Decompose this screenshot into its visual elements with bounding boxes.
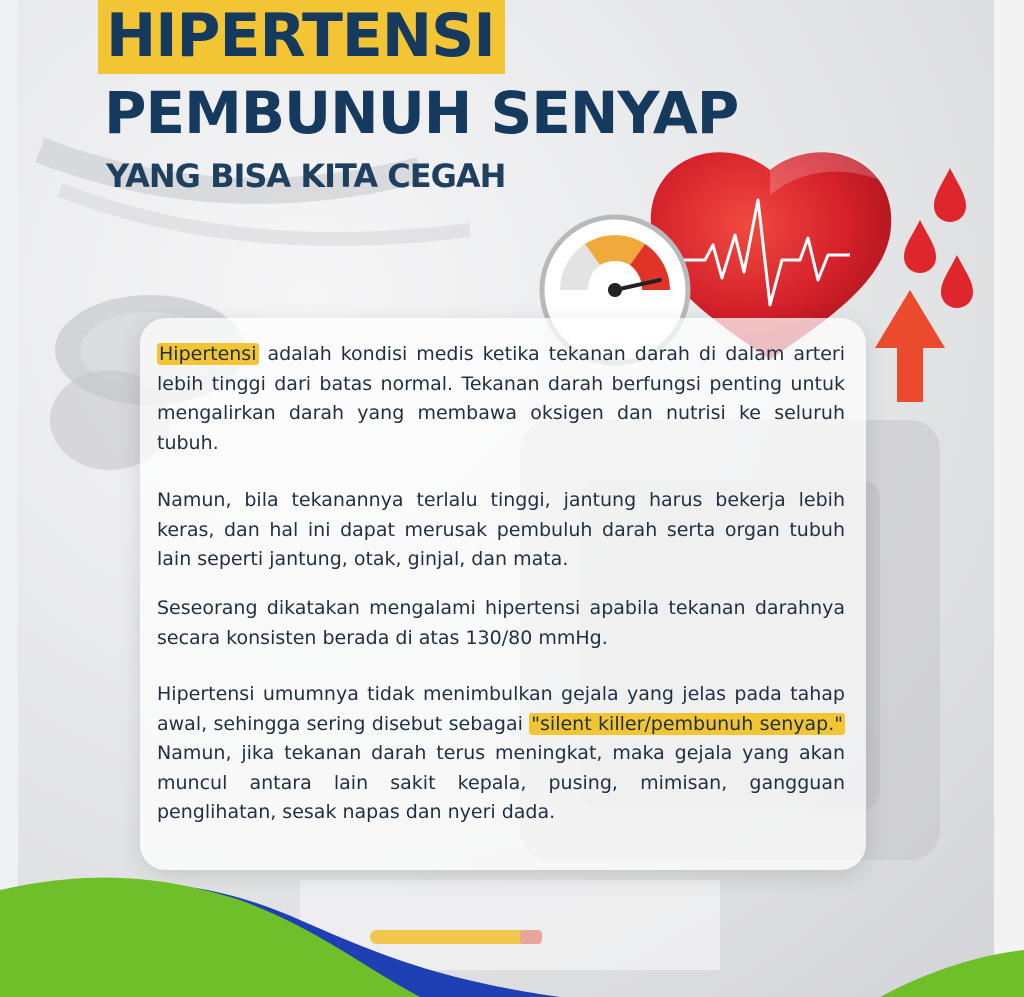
- bottom-wave-decoration: [0, 860, 1024, 997]
- paragraph-definition-text: adalah kondisi medis ketika tekanan darah di dalam arteri lebih tinggi dari batas normal. Tekanan darah berfungsi penting untuk mengalirkan darah yang membawa oksigen dan nutrisi ke seluruh tubuh.: [157, 343, 845, 454]
- title-pembunuh-senyap: PEMBUNUH SENYAP: [104, 79, 739, 147]
- paragraph-symptoms-text: Namun, jika tekanan darah terus meningkat, maka gejala yang akan muncul antara lain sakit kepala, pusing, mimisan, gangguan penglihatan, sesak napas dan nyeri dada.: [157, 742, 845, 823]
- highlight-hipertensi: Hipertensi: [159, 343, 257, 365]
- subtitle-yang-bisa-kita-cegah: YANG BISA KITA CEGAH: [106, 157, 506, 195]
- title-hipertensi: HIPERTENSI: [98, 0, 505, 74]
- arrow-up-icon: [875, 290, 945, 402]
- paragraph-symptoms: [157, 680, 845, 828]
- paragraph-symptoms-intro: Hipertensi umumnya tidak menimbulkan gejala yang jelas pada tahap awal, sehingga sering disebut sebagai: [157, 683, 845, 735]
- paragraph-definition: [157, 340, 845, 458]
- blood-drop-icon: [904, 168, 973, 308]
- title-block: [98, 0, 739, 195]
- paragraph-threshold: Seseorang dikatakan mengalami hipertensi apabila tekanan darahnya secara konsisten berada di atas 130/80 mmHg.: [157, 597, 845, 649]
- paragraph-risks: Namun, bila tekanannya terlalu tinggi, jantung harus bekerja lebih keras, dan hal ini dapat merusak pembuluh darah serta organ tubuh lain seperti jantung, otak, ginjal, dan mata.: [157, 489, 845, 570]
- highlight-silent-killer: "silent killer/pembunuh senyap.": [531, 712, 843, 735]
